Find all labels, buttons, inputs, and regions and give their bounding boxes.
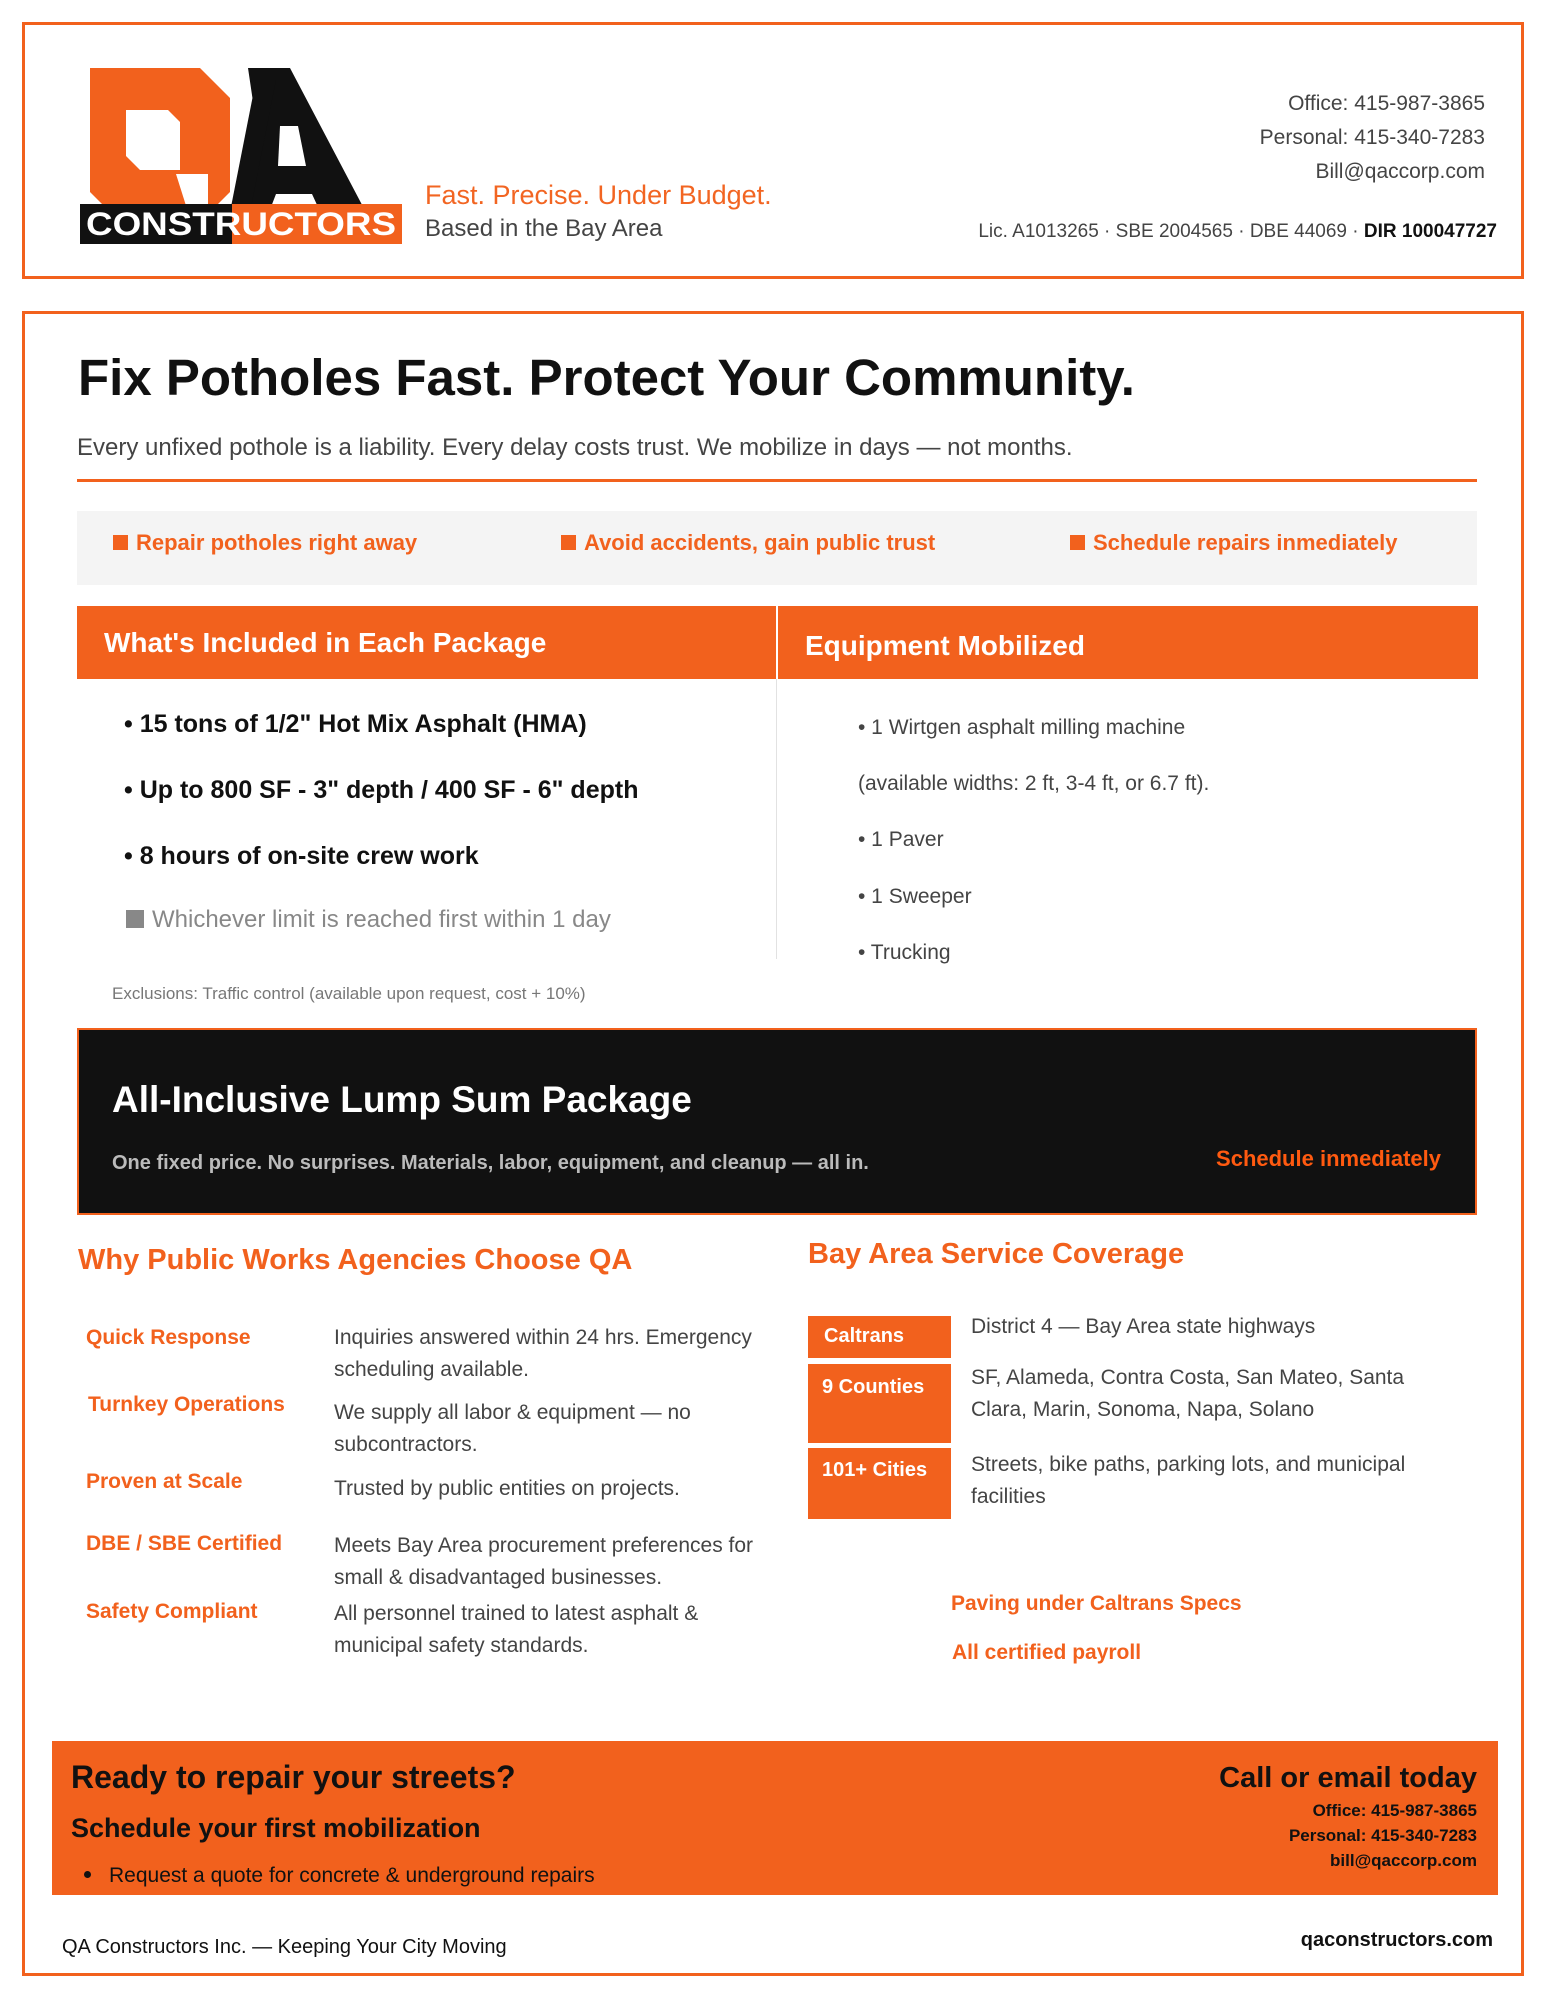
exclusions-note: Exclusions: Traffic control (available upon request, cost + 10%) [112,984,586,1003]
coverage-tag: 101+ Cities [808,1448,951,1519]
coverage-tag: 9 Counties [808,1364,951,1443]
why-label: DBE / SBE Certified [86,1532,283,1555]
coverage-extra: All certified payroll [952,1641,1142,1664]
banner-title: All-Inclusive Lump Sum Package [112,1079,692,1120]
why-label: Turnkey Operations [88,1393,285,1416]
cta-office-phone[interactable]: Office: 415-987-3865 [1312,1801,1477,1820]
why-desc: Meets Bay Area procurement preferences for small & disadvantaged businesses. [334,1534,754,1589]
bullet-dot-icon [84,1871,91,1878]
cta-bullet-text: Request a quote for concrete & underground repairs [109,1864,595,1887]
benefit-item [113,530,417,556]
equipment-item: • 1 Sweeper [858,885,972,908]
why-label: Safety Compliant [86,1600,258,1623]
office-phone[interactable]: Office: 415-987-3865 [1288,92,1485,115]
company-logo [80,62,402,246]
benefit-label: Avoid accidents, gain public trust [584,530,936,555]
included-item: • 15 tons of 1/2" Hot Mix Asphalt (HMA) [124,710,587,738]
dir-number: DIR 100047727 [1363,221,1497,242]
cta-subtitle: Schedule your first mobilization [71,1813,481,1843]
page-title: Fix Potholes Fast. Protect Your Community. [78,349,1135,406]
included-heading: What's Included in Each Package [77,606,776,679]
based-location: Based in the Bay Area [425,215,663,242]
included-note-text: Whichever limit is reached first within 1 day [152,906,611,933]
column-divider [776,679,777,959]
why-desc: All personnel trained to latest asphalt & municipal safety standards. [334,1602,699,1657]
square-bullet-icon [561,535,576,550]
included-item: • Up to 800 SF - 3" depth / 400 SF - 6" depth [124,776,639,804]
why-title: Why Public Works Agencies Choose QA [78,1244,633,1276]
why-label: Proven at Scale [86,1470,243,1493]
license-numbers [978,221,1497,243]
footer-website-link[interactable]: qaconstructors.com [1300,1929,1493,1951]
equipment-heading: Equipment Mobilized [778,606,1478,679]
included-note [126,906,611,934]
logo-text-orange: UCTORS [241,206,376,242]
tagline: Fast. Precise. Under Budget. [425,180,772,210]
email-link[interactable]: Bill@qaccorp.com [1315,160,1485,183]
logo-text-black: CONSTR [86,206,222,242]
cta-personal-phone[interactable]: Personal: 415-340-7283 [1288,1826,1477,1845]
benefit-item [1070,530,1397,556]
coverage-tag: Caltrans [808,1316,951,1358]
why-desc: Inquiries answered within 24 hrs. Emergency scheduling available. [334,1326,752,1381]
banner-subtitle: One fixed price. No surprises. Materials, labor, equipment, and cleanup — all in. [112,1152,869,1174]
coverage-title: Bay Area Service Coverage [808,1238,1185,1270]
why-label: Quick Response [86,1326,251,1349]
cta-bullet [84,1864,595,1888]
coverage-desc: District 4 — Bay Area state highways [971,1315,1316,1338]
equipment-item: • 1 Paver [858,828,944,851]
why-desc: We supply all labor & equipment — no subcontractors. [334,1401,691,1456]
coverage-extra: Paving under Caltrans Specs [951,1592,1242,1615]
square-bullet-icon [1070,535,1085,550]
coverage-desc: Streets, bike paths, parking lots, and municipal facilities [971,1453,1406,1508]
divider [77,479,1477,482]
svg-text:CONSTRUCTORS [86,206,396,242]
personal-phone[interactable]: Personal: 415-340-7283 [1259,126,1485,149]
benefit-item [561,530,935,556]
page-subtitle: Every unfixed pothole is a liability. Every delay costs trust. We mobilize in days — not months. [77,434,1073,461]
coverage-desc: SF, Alameda, Contra Costa, San Mateo, Santa Clara, Marin, Sonoma, Napa, Solano [971,1366,1405,1421]
equipment-item: • 1 Wirtgen asphalt milling machine [858,716,1186,739]
cta-title: Ready to repair your streets? [71,1759,516,1795]
lump-sum-banner [77,1028,1477,1215]
cta-right-title: Call or email today [1219,1762,1477,1794]
included-item: • 8 hours of on-site crew work [124,842,479,870]
cta-email[interactable]: bill@qaccorp.com [1330,1851,1477,1870]
why-desc: Trusted by public entities on projects. [334,1477,680,1500]
equipment-item: • Trucking [858,941,951,964]
benefit-label: Repair potholes right away [136,530,418,555]
square-bullet-icon [126,910,144,928]
square-bullet-icon [113,535,128,550]
benefit-label: Schedule repairs inmediately [1093,530,1398,555]
footer-company: QA Constructors Inc. — Keeping Your City Moving [62,1936,507,1958]
equipment-item: (available widths: 2 ft, 3-4 ft, or 6.7 ft). [858,772,1210,795]
schedule-link[interactable]: Schedule inmediately [1216,1146,1441,1171]
license-list: Lic. A1013265 · SBE 2004565 · DBE 44069 · [978,221,1364,242]
